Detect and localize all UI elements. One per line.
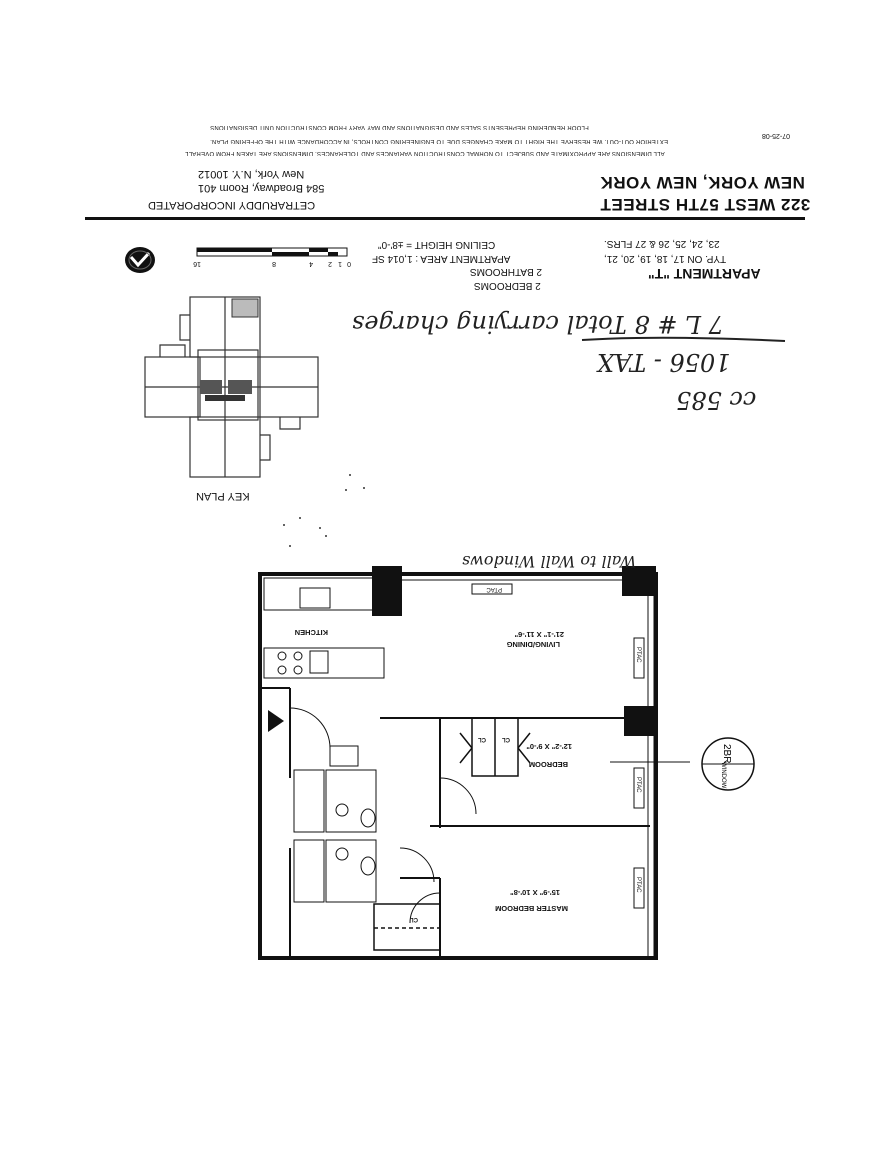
unit-tag-icon xyxy=(698,730,762,800)
handwritten-note: 7 L # 8 Total carrying charges xyxy=(352,310,724,338)
agent-address-1: 584 Broadway, Room 401 xyxy=(198,182,325,194)
building-city: NEW YORK, NEW YORK xyxy=(600,173,805,192)
ptac-label-3: PTAC xyxy=(635,777,641,793)
disclaimer-line-1: ALL DIMENSIONS ARE APPROXIMATE AND SUBJECT TO NORMAL CONSTRUCTION VARIANCES AND TOLERANCES. DIMENSIONS ARE TAKEN FROM OVERALL xyxy=(185,150,665,156)
unit-floors-1: TYP. ON 17, 18, 19, 20, 21, xyxy=(604,253,727,264)
room-living: LIVING/DINING xyxy=(506,640,560,649)
room-kitchen: KITCHEN xyxy=(294,628,328,637)
closet-label-3: CL xyxy=(410,916,418,922)
handwritten-underline xyxy=(580,333,790,347)
disclaimer-line-2: EXTERIOR OUT-OUT. WE RESERVE THE RIGHT TO MAKE CHANGES DUE TO ENGINEERING CONTROLS, IN ACCORDANCE WITH THE OFFERING PLAN. xyxy=(210,138,669,144)
handwritten-tax: 1056 - TAX xyxy=(597,348,731,376)
unit-area: APARTMENT AREA : 1,014 SF xyxy=(372,253,511,264)
unit-floors-2: 23, 24, 25, 26 & 27 FLRS. xyxy=(604,238,720,249)
disclaimer-line-3: FLOOR RENDERING REPRESENTS SALES AND DESIGNATIONS AND MAY VARY FROM CONSTRUCTION UNIT DESIGNATIONS xyxy=(210,124,589,130)
room-master: MASTER BEDROOM xyxy=(495,904,568,913)
sheet-date: 07-25-08 xyxy=(762,132,791,139)
apartment-floor-plan xyxy=(250,548,690,960)
closet-label-1: CL xyxy=(478,736,486,742)
handwritten-windows: Wall to Wall Windows xyxy=(462,552,637,571)
scale-label-1: 1 xyxy=(338,260,342,267)
ptac-label-1: PTAC xyxy=(486,586,502,592)
scale-bar xyxy=(195,244,355,274)
title-rule xyxy=(85,217,805,220)
unit-tag-top: 2BR xyxy=(721,744,732,764)
key-plan-diagram xyxy=(140,295,325,495)
closet-label-2: CL xyxy=(502,736,510,742)
ptac-label-4: PTAC xyxy=(635,877,641,893)
unit-bedrooms: 2 BEDROOMS xyxy=(474,280,541,291)
unit-tag-bottom: WINDOW xyxy=(720,762,726,789)
scan-noise xyxy=(280,470,380,550)
room-living-dims: 21'-1" X 11'-6" xyxy=(514,630,564,639)
scale-label-16: 16 xyxy=(193,260,201,267)
ptac-label-2: PTAC xyxy=(635,647,641,663)
unit-name: APARTMENT "T" xyxy=(648,266,761,282)
agent-name: CETRARUDDY INCORPORATED xyxy=(148,199,316,211)
scale-label-0: 0 xyxy=(347,260,351,267)
handwritten-code: cc 585 xyxy=(676,386,757,414)
scale-label-2: 2 xyxy=(328,260,332,267)
key-plan-label: KEY PLAN xyxy=(196,490,250,502)
room-master-dims: 15'-9" X 10'-8" xyxy=(510,888,560,897)
entry-arrow-icon xyxy=(266,708,286,734)
unit-ceiling: CEILING HEIGHT = ±8'-0" xyxy=(378,239,496,250)
developer-logo-icon xyxy=(123,245,157,275)
unit-bathrooms: 2 BATHROOMS xyxy=(470,266,543,277)
scale-label-4: 4 xyxy=(309,260,313,267)
room-bedroom: BEDROOM xyxy=(528,760,568,769)
building-street: 322 WEST 57TH STREET xyxy=(600,195,811,214)
agent-address-2: New York, N.Y. 10012 xyxy=(198,168,305,180)
room-bedroom-dims: 12'-2" X 9'-0" xyxy=(526,742,572,751)
scale-label-8: 8 xyxy=(272,260,276,267)
